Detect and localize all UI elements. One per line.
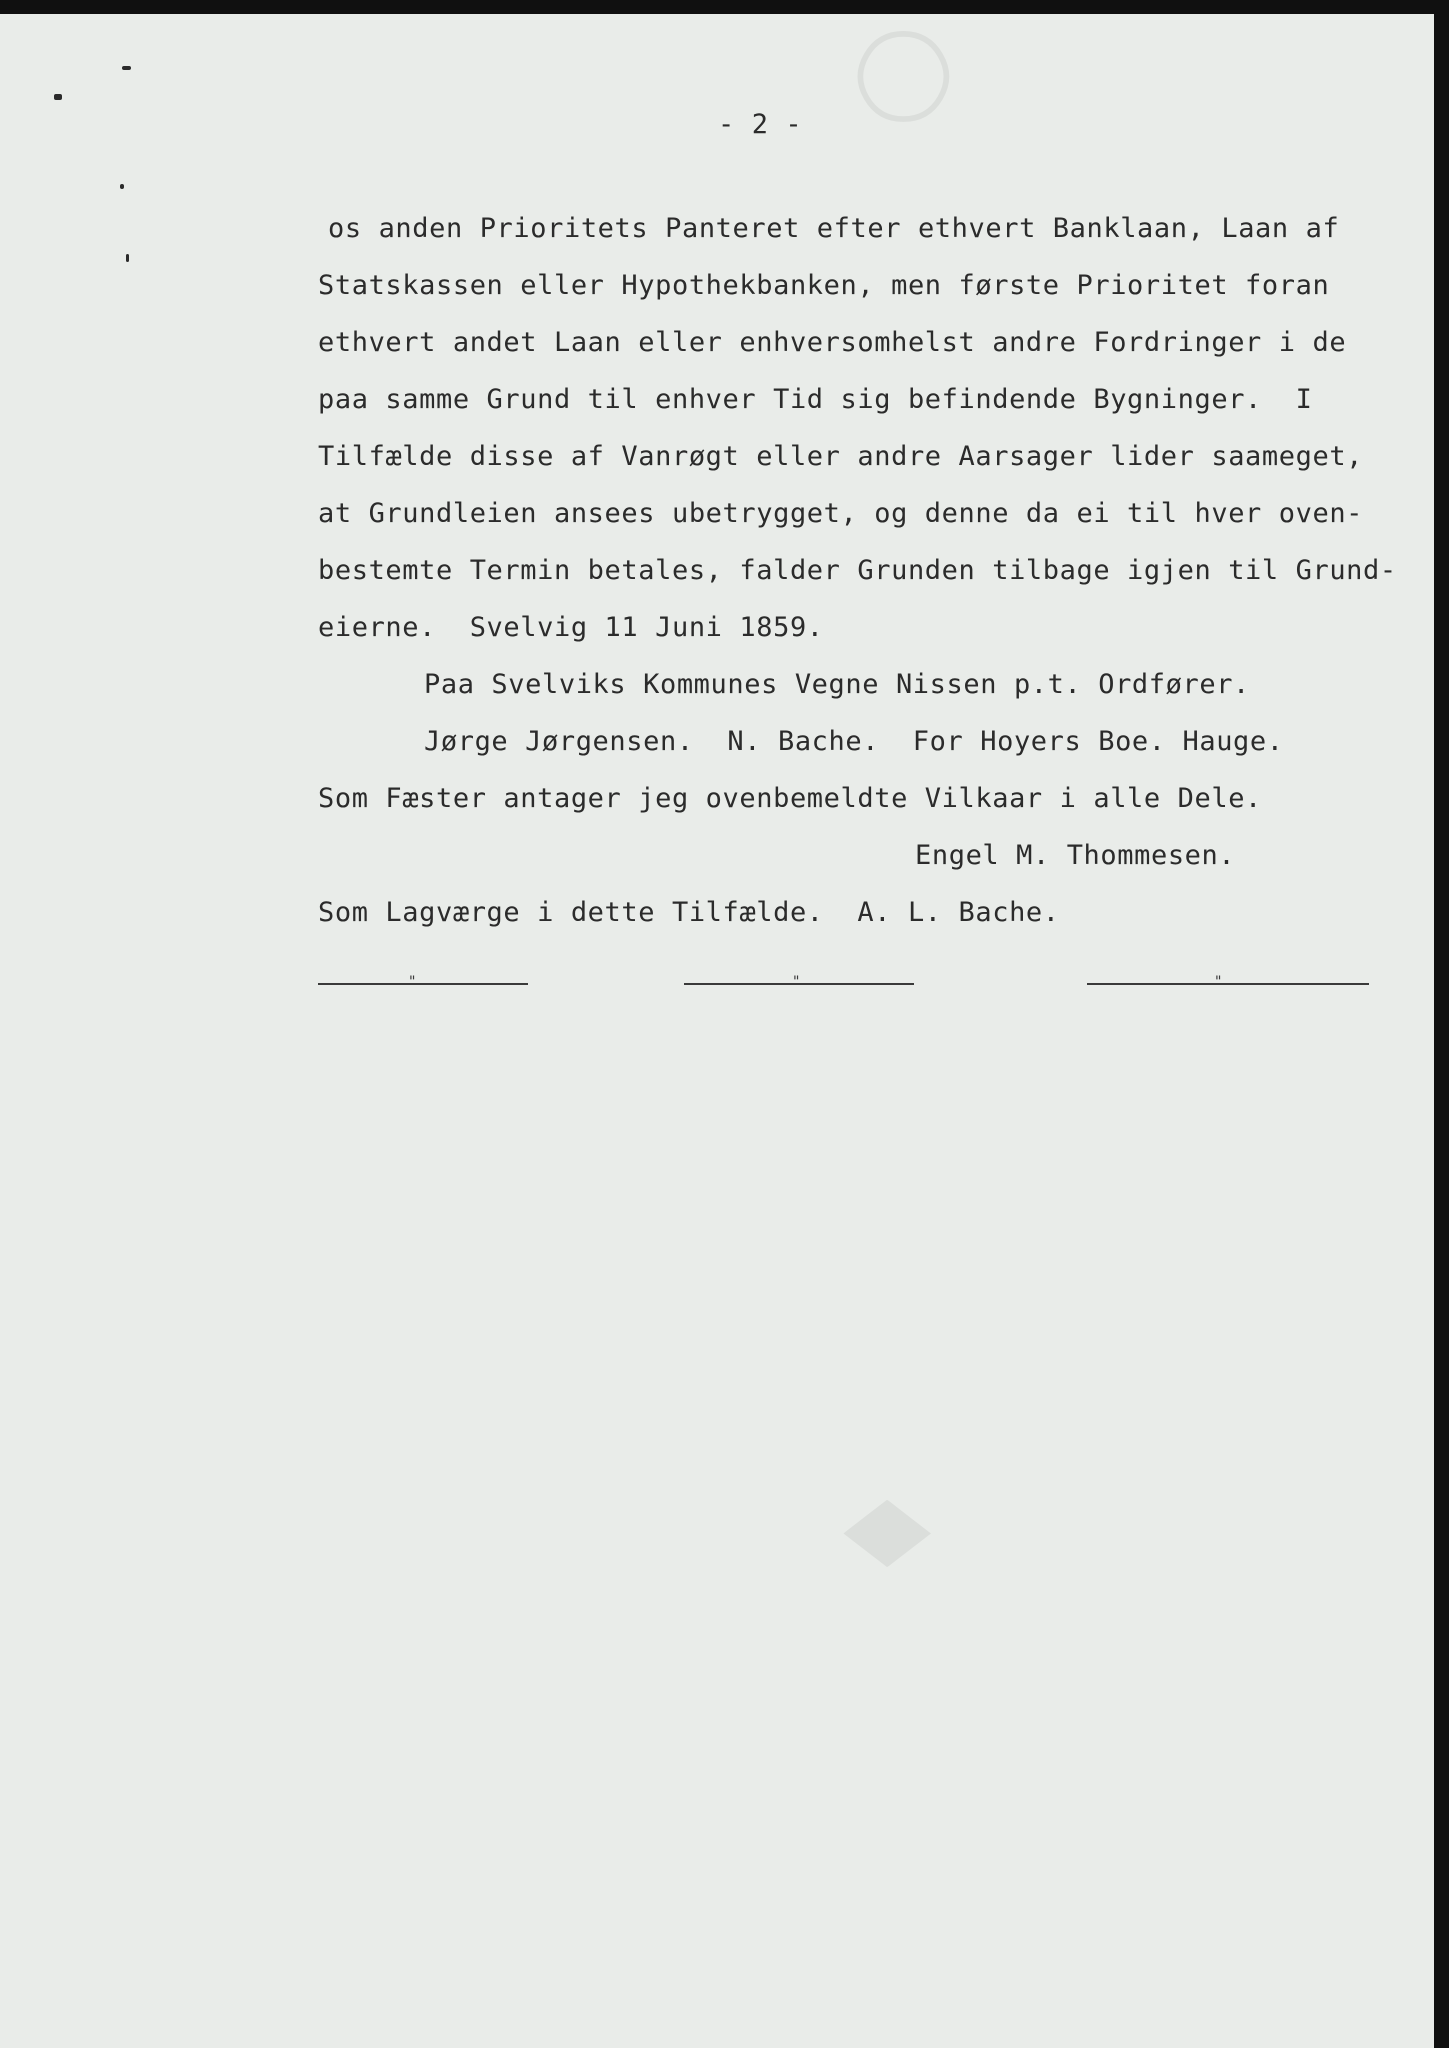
body-line-4: paa samme Grund til enhver Tid sig befindende Bygninger. I <box>318 384 1313 415</box>
bleed-through-mark: ♦ <box>814 1479 954 1588</box>
ditto-mark-right: " <box>1214 974 1223 990</box>
margin-speck <box>126 254 129 262</box>
body-line-2: Statskassen eller Hypothekbanken, men første Prioritet foran <box>318 270 1330 301</box>
body-line-3: ethvert andet Laan eller enhversomhelst andre Fordringer i de <box>318 327 1347 358</box>
body-line-6: at Grundleien ansees ubetrygget, og denne da ei til hver oven- <box>318 498 1364 529</box>
ditto-rule-left <box>318 983 528 985</box>
bleed-through-mark: ◯ <box>857 26 963 127</box>
signature-line-3: Som Fæster antager jeg ovenbemeldte Vilkaar i alle Dele. <box>318 783 1262 814</box>
signature-line-1: Paa Svelviks Kommunes Vegne Nissen p.t. Ordfører. <box>424 669 1250 700</box>
margin-speck <box>120 184 124 189</box>
ditto-mark-left: " <box>408 974 417 990</box>
signature-line-5: Som Lagværge i dette Tilfælde. A. L. Bache. <box>318 897 1060 928</box>
margin-speck <box>122 66 131 70</box>
body-line-5: Tilfælde disse af Vanrøgt eller andre Aarsager lider saameget, <box>318 441 1364 472</box>
ditto-mark-middle: " <box>792 974 801 990</box>
body-line-7: bestemte Termin betales, falder Grunden tilbage igjen til Grund- <box>318 555 1397 586</box>
body-line-1: os anden Prioritets Panteret efter ethvert Banklaan, Laan af <box>328 213 1340 244</box>
page-number: - 2 - <box>718 109 803 140</box>
body-line-8: eierne. Svelvig 11 Juni 1859. <box>318 612 824 643</box>
document-page <box>0 14 1434 2048</box>
signature-line-2: Jørge Jørgensen. N. Bache. For Hoyers Boe. Hauge. <box>424 726 1284 757</box>
signature-line-4: Engel M. Thommesen. <box>915 840 1236 871</box>
margin-speck <box>54 94 62 100</box>
ditto-rule-right <box>1087 983 1369 985</box>
